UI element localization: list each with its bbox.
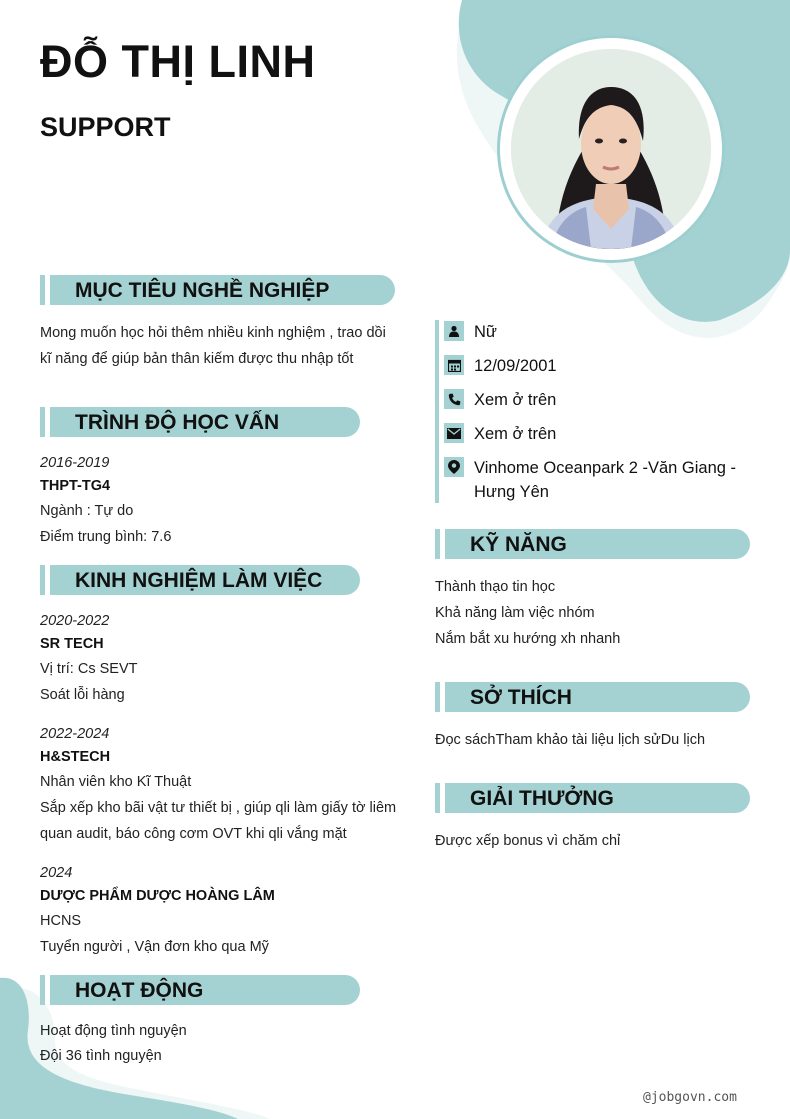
contact-birthday-row [444, 354, 750, 378]
section-header-work-experience: KINH NGHIỆM LÀM VIỆC [50, 565, 360, 595]
skill-item: Thành thạo tin học [435, 579, 556, 595]
contact-gender: Nữ [474, 323, 497, 341]
person-icon [444, 321, 464, 341]
activity-item: Đội 36 tình nguyện [40, 1048, 162, 1064]
job-description: Tuyển người , Vận đơn kho qua Mỹ [40, 939, 269, 955]
contact-gender-row [444, 320, 750, 344]
job-title: SUPPORT [40, 112, 171, 142]
section-header-hobbies: SỞ THÍCH [445, 682, 750, 712]
awards-text: Được xếp bonus vì chăm chỉ [435, 833, 621, 849]
contact-birthday: 12/09/2001 [474, 357, 557, 375]
skill-item: Nắm bắt xu hướng xh nhanh [435, 631, 621, 647]
contact-email: Xem ở trên [474, 425, 557, 443]
skill-item: Khả năng làm việc nhóm [435, 605, 595, 621]
profile-photo [511, 49, 711, 249]
contact-phone-row [444, 388, 750, 412]
section-header-activities: HOẠT ĐỘNG [50, 975, 360, 1005]
job-period: 2022-2024 [40, 726, 110, 742]
job-company: H&STECH [40, 749, 111, 765]
contact-email-row [444, 422, 750, 446]
job-company: DƯỢC PHẨM DƯỢC HOÀNG LÂM [40, 888, 275, 904]
location-pin-icon [444, 457, 464, 477]
contact-accent-bar [435, 320, 439, 503]
job-period: 2020-2022 [40, 613, 110, 629]
education-school: THPT-TG4 [40, 478, 111, 494]
education-gpa: Điểm trung bình: 7.6 [40, 529, 172, 545]
job-position: Nhân viên kho Kĩ Thuật [40, 774, 192, 790]
contact-phone: Xem ở trên [474, 391, 557, 409]
education-major: Ngành : Tự do [40, 503, 134, 519]
hobbies-text: Đọc sáchTham khảo tài liệu lịch sửDu lịch [435, 732, 706, 748]
contact-address-row [444, 456, 750, 504]
section-header-career-objective: MỤC TIÊU NGHỀ NGHIỆP [50, 275, 395, 305]
section-header-education: TRÌNH ĐỘ HỌC VẤN [50, 407, 360, 437]
mail-icon [444, 423, 464, 443]
candidate-name: ĐỖ THỊ LINH [40, 36, 316, 87]
job-position: Vị trí: Cs SEVT [40, 661, 138, 677]
profile-photo-frame [500, 38, 722, 260]
job-description: Soát lỗi hàng [40, 687, 125, 703]
site-watermark: @jobgovn.com [643, 1090, 737, 1105]
calendar-icon [444, 355, 464, 375]
contact-address: Vinhome Oceanpark 2 -Văn Giang - Hưng Yên [474, 459, 737, 501]
job-period: 2024 [40, 865, 73, 881]
job-description: Sắp xếp kho bãi vật tư thiết bị , giúp qli làm giấy tờ liêm quan audit, báo công cơm OVT khi qli vắng mặt [40, 800, 397, 842]
phone-icon [444, 389, 464, 409]
section-header-skills: KỸ NĂNG [445, 529, 750, 559]
job-company: SR TECH [40, 636, 104, 652]
section-header-awards: GIẢI THƯỞNG [445, 783, 750, 813]
career-objective-text: Mong muốn học hỏi thêm nhiều kinh nghiệm , trao dồi kĩ năng để giúp bản thân kiếm được thu nhập tốt [40, 325, 386, 367]
education-period: 2016-2019 [40, 455, 110, 471]
activity-item: Hoạt động tình nguyện [40, 1023, 187, 1039]
job-position: HCNS [40, 913, 82, 929]
